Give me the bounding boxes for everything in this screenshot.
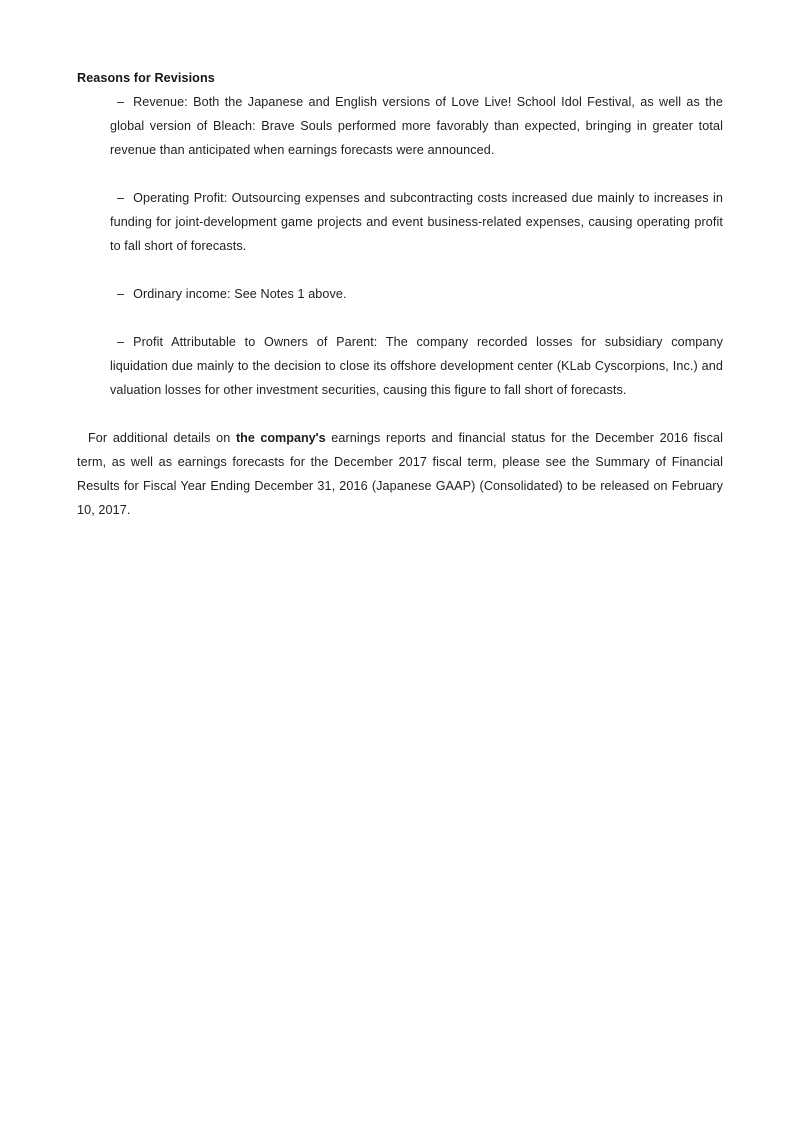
bullet-item-operating-profit <box>110 186 723 258</box>
closing-text-emphasis: the company's <box>235 431 326 445</box>
bullet-item-profit-attributable <box>110 330 723 402</box>
bullet-text: Revenue: Both the Japanese and English versions of Love Live! School Idol Festival, as well as the global version of Bleach: Brave Souls performed more favorably than expected, bringing in greater total revenue than anticipated when earnings forecasts were announced. <box>110 95 723 157</box>
section-heading: Reasons for Revisions <box>77 71 215 85</box>
closing-paragraph <box>77 426 723 522</box>
closing-text-before: For additional details on <box>88 431 236 445</box>
bullet-text: Operating Profit: Outsourcing expenses and subcontracting costs increased due mainly to increases in funding for joint-development game projects and event business-related expenses, causing operating profit to fall short of forecasts. <box>110 191 723 253</box>
closing-text-after: earnings reports and financial status for the December 2016 fiscal term, as well as earnings forecasts for the December 2017 fiscal term, please see the Summary of Financial Results for Fiscal Year Ending December 31, 2016 (Japanese GAAP) (Consolidated) to be released on February 10, 2017. <box>77 431 723 517</box>
bullet-item-ordinary-income <box>110 282 723 306</box>
dash-bullet-icon: – <box>117 191 125 205</box>
bullet-item-revenue <box>110 90 723 162</box>
dash-bullet-icon: – <box>117 95 125 109</box>
dash-bullet-icon: – <box>117 335 125 349</box>
bullet-text: Profit Attributable to Owners of Parent: The company recorded losses for subsidiary company liquidation due mainly to the decision to close its offshore development center (KLab Cyscorpions, Inc.) and valuation losses for other investment securities, causing this figure to fall short of forecasts. <box>110 335 723 397</box>
dash-bullet-icon: – <box>117 287 125 301</box>
bullet-text: Ordinary income: See Notes 1 above. <box>133 287 347 301</box>
